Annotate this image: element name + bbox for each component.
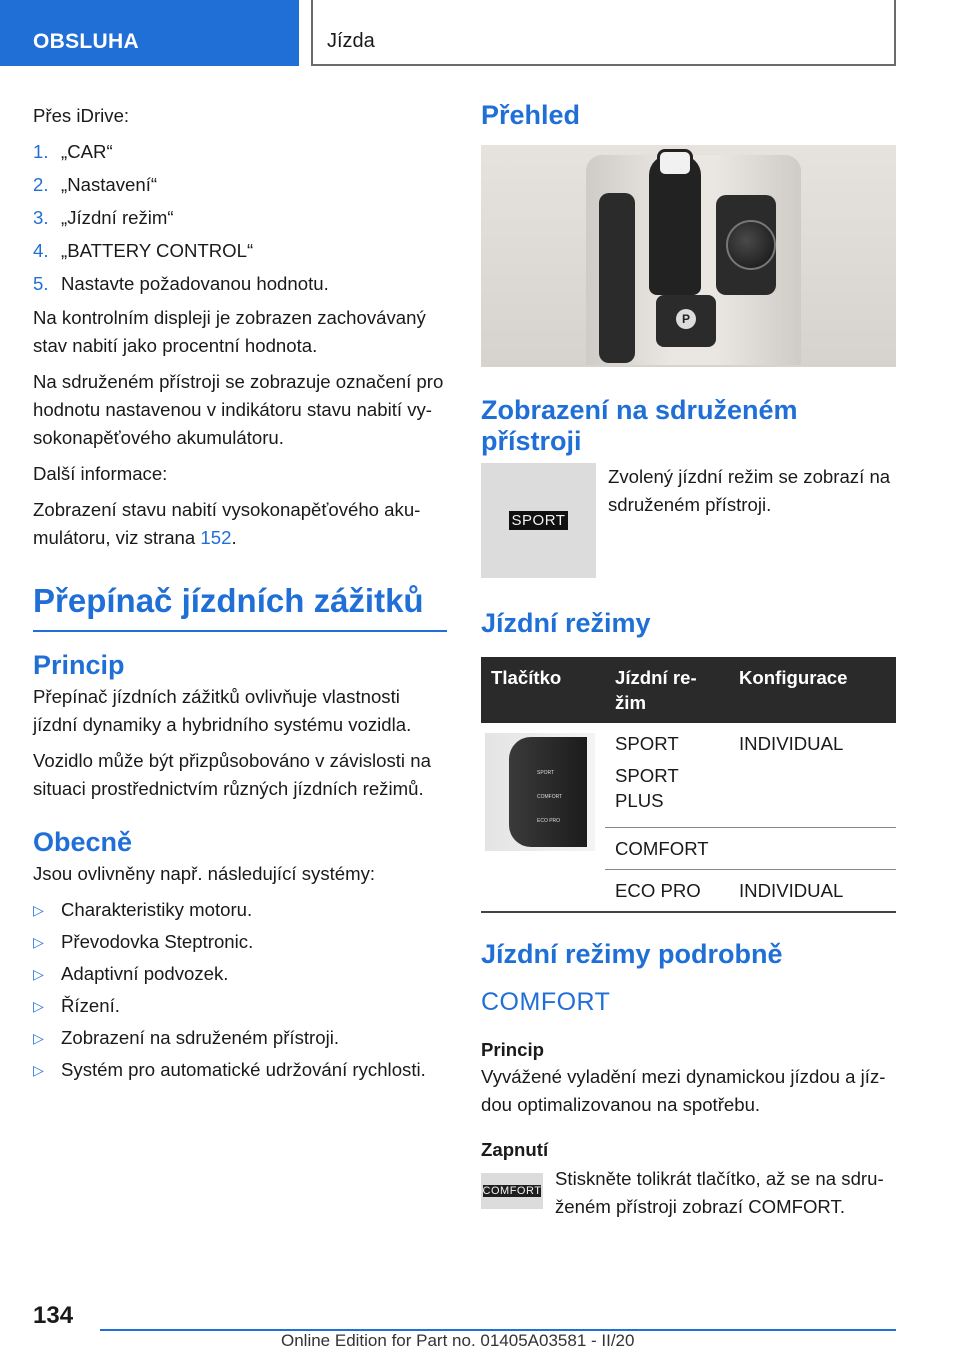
drive-mode-buttons-image [485,733,595,851]
subheading-podrobne: Jízdní režimy podrobně [481,939,783,969]
paragraph: Zvolený jízdní režim se zobrazí na sdruženém přístroji. [608,466,891,515]
list-item [33,204,447,232]
paragraph: Jsou ovlivněny např. následující systémy: [33,863,376,884]
header-section-label: OBSLUHA [33,30,139,53]
list-item [33,270,447,298]
paragraph: Vozidlo může být přizpůsobováno v závislosti na situaci prostřednictvím různých jízdních režimů. [33,750,431,799]
step-number: 3. [33,207,49,228]
table-cell: ECO PRO [605,870,729,913]
step-number: 1. [33,141,49,162]
section-heading: Přepínač jízdních zážitků [33,582,447,632]
subheading-prehled: Přehled [481,100,581,130]
triangle-right-icon: ▷ [33,934,44,950]
step-text: „Nastavení“ [61,174,158,195]
subheading-comfort: COMFORT [481,988,611,1016]
paragraph [33,496,447,552]
step-text: „CAR“ [61,141,113,162]
list-item [33,896,447,924]
header-section-tab [0,0,299,66]
table-row [481,723,896,828]
list-item [33,928,447,956]
bullet-text: Systém pro automatické udržování rychlosti. [61,1059,426,1080]
list-item [33,138,447,166]
list-item [33,237,447,265]
triangle-right-icon: ▷ [33,1062,44,1078]
list-item [33,960,447,988]
systems-list [33,896,447,1084]
paragraph-text: Zobrazení stavu nabití vysokonapěťového akumulátoru, viz strana [33,499,421,548]
step-number: 5. [33,273,49,294]
drive-mode-buttons-panel [599,193,635,363]
subheading-princip-comfort: Princip [481,1039,545,1060]
table-cell: COMFORT [605,828,729,870]
table-header-cell: Tlačítko [481,657,605,723]
step-text: Nastavte požadovanou hodnotu. [61,273,329,294]
page-reference-link[interactable]: 152 [200,527,232,548]
parking-brake-switch [656,295,716,347]
paragraph: Vyvážené vyladění mezi dynamickou jízdou a jízdou optimalizovanou na spotřebu. [481,1066,886,1115]
list-item [33,1024,447,1052]
table-header-row [481,657,896,723]
list-item [33,992,447,1020]
paragraph: Další informace: [33,463,168,484]
mode-name: SPORT PLUS [615,765,679,811]
zapnuti-block [481,1165,896,1221]
subheading-zapnuti: Zapnutí [481,1139,549,1160]
table-cell [729,828,896,870]
paragraph: Stiskněte tolikrát tlačítko, až se na sdruženém přístroji zobrazí COMFORT. [555,1168,884,1217]
button-label: COMFORT [537,794,563,800]
step-number: 2. [33,174,49,195]
bullet-text: Adaptivní podvozek. [61,963,229,984]
table-header-cell: Konfigurace [729,657,896,723]
steps-list [33,138,447,298]
step-number: 4. [33,240,49,261]
step-text: „Jízdní režim“ [61,207,174,228]
triangle-right-icon: ▷ [33,966,44,982]
table-cell: INDIVIDUAL [729,723,896,828]
step-text: „BATTERY CONTROL“ [61,240,254,261]
triangle-right-icon: ▷ [33,998,44,1014]
table-cell [605,723,729,828]
footer-edition-text: Online Edition for Part no. 01405A03581 - II/20 [281,1331,635,1350]
bullet-text: Charakteristiky motoru. [61,899,253,920]
paragraph: Na kontrolním displeji je zobrazen zachovávaný stav nabití jako procentní hodnota. [33,307,426,356]
header-chapter-box [311,0,896,66]
mode-name: SPORT [615,733,679,754]
console-photo [481,145,896,367]
button-label: ECO PRO [537,818,561,824]
button-strip [509,737,587,847]
subheading-princip: Princip [33,650,125,680]
bullet-text: Řízení. [61,995,120,1016]
sport-display-label: SPORT [509,511,569,530]
subheading-zobrazeni: Zobrazení na sdruženém přístroji [481,395,798,456]
triangle-right-icon: ▷ [33,902,44,918]
table-cell: INDIVIDUAL [729,870,896,913]
left-column [33,102,447,1088]
comfort-button-label: COMFORT [482,1185,542,1197]
triangle-right-icon: ▷ [33,1030,44,1046]
drive-modes-table [481,657,896,913]
paragraph: Na sdruženém přístroji se zobrazuje označení pro hodnotu nastavenou v indikátoru stavu nabití vysokonapěťového akumulátoru. [33,371,444,448]
gear-selector-top [657,149,693,177]
paragraph-end: . [231,527,237,548]
subheading-obecne: Obecně [33,827,133,857]
button-label: SPORT [537,770,555,776]
page-number: 134 [33,1302,74,1329]
idrive-controller-knob [726,220,776,270]
subheading-rezimy: Jízdní režimy [481,608,651,638]
table-cell [481,723,605,912]
bullet-text: Zobrazení na sdruženém přístroji. [61,1027,339,1048]
list-item [33,171,447,199]
header-chapter-label: Jízda [327,30,375,52]
list-item [33,1056,447,1084]
sport-display-image [481,463,596,578]
table-header-cell: Jízdní režim [605,657,729,723]
intro-text: Přes iDrive: [33,105,130,126]
comfort-button-image [481,1173,543,1209]
zobrazeni-block [481,463,896,578]
right-column [481,100,896,1221]
bullet-text: Převodovka Steptronic. [61,931,254,952]
paragraph: Přepínač jízdních zážitků ovlivňuje vlastnosti jízdní dynamiky a hybridního systému vozidla. [33,686,412,735]
